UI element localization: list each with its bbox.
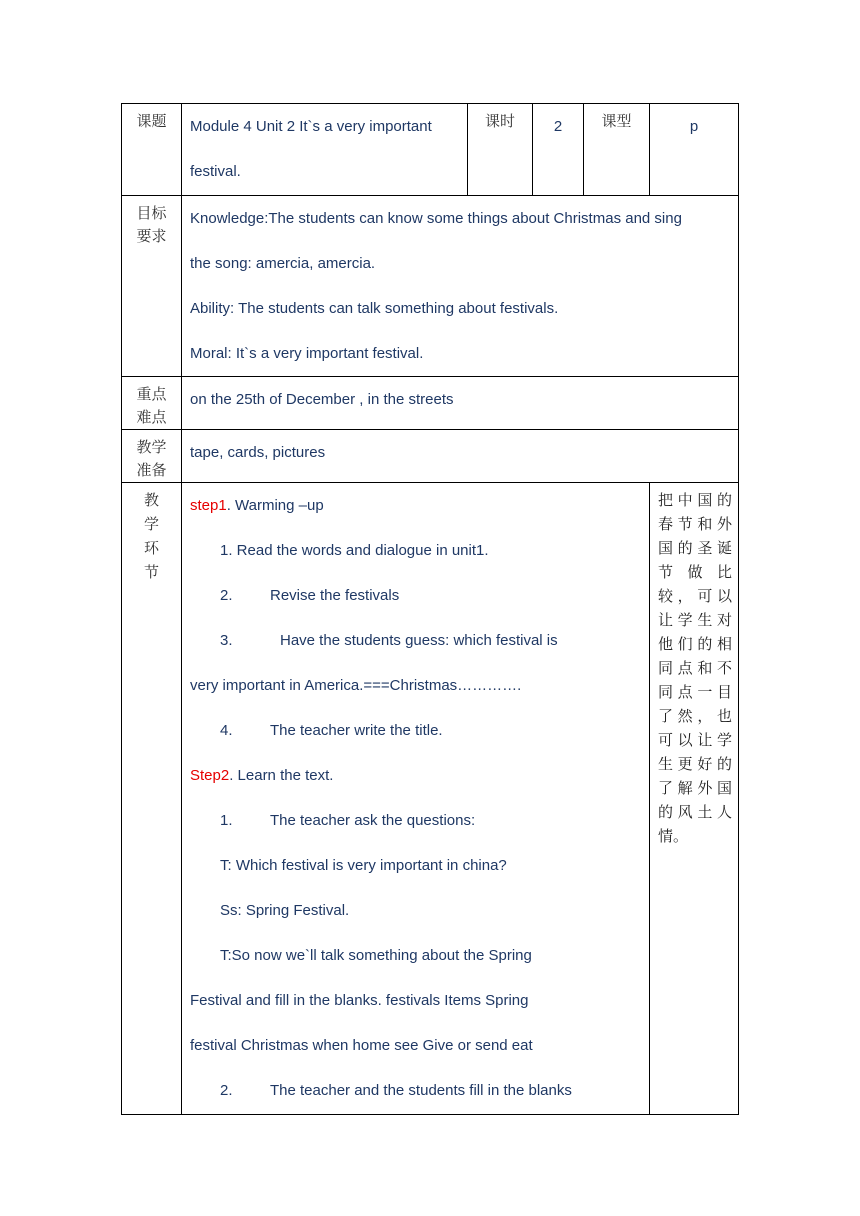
lesson-plan-table bbox=[121, 103, 739, 1115]
preparation-label-line-2: 准备 bbox=[136, 461, 167, 479]
process-label bbox=[122, 483, 182, 1115]
process-content bbox=[182, 483, 650, 1115]
process-label-char-1: 教 bbox=[143, 491, 159, 509]
preparation-label-line-1: 教学 bbox=[136, 438, 167, 456]
step2-title: . Learn the text. bbox=[229, 767, 334, 784]
dialog-line-5: festival Christmas when home see Give or send eat bbox=[190, 1037, 533, 1054]
dialog-line-1: T: Which festival is very important in china? bbox=[220, 857, 507, 874]
ability-text: Ability: The students can talk something about festivals. bbox=[190, 300, 559, 317]
step2-item-1-num: 1. bbox=[220, 812, 233, 829]
step1-item-3-text: Have the students guess: which festival is bbox=[280, 632, 558, 649]
preparation-label bbox=[122, 430, 182, 483]
process-label-char-4: 节 bbox=[143, 563, 159, 581]
topic-cell bbox=[182, 104, 468, 196]
period-label: 课时 bbox=[468, 104, 533, 196]
objectives-label bbox=[122, 196, 182, 377]
knowledge-line-2: the song: amercia, amercia. bbox=[190, 255, 376, 272]
objectives-row bbox=[122, 196, 739, 377]
key-points-label-line-2: 难点 bbox=[136, 408, 167, 426]
header-row bbox=[122, 104, 739, 196]
preparation-row bbox=[122, 430, 739, 483]
type-value: p bbox=[650, 104, 739, 196]
step2-item-2-num: 2. bbox=[220, 1082, 233, 1099]
step2-item-2 bbox=[190, 1068, 643, 1113]
step1-item-2-text: Revise the festivals bbox=[270, 587, 400, 604]
process-label-char-3: 环 bbox=[143, 539, 159, 557]
objectives-cell bbox=[182, 196, 739, 377]
step2-item-1-text: The teacher ask the questions: bbox=[270, 812, 476, 829]
key-points-label bbox=[122, 377, 182, 430]
moral-text: Moral: It`s a very important festival. bbox=[190, 345, 424, 362]
step2-item-1 bbox=[190, 798, 643, 843]
objectives-label-line-2: 要求 bbox=[136, 227, 167, 245]
type-label: 课型 bbox=[584, 104, 650, 196]
process-note: 把中国的春节和外国的圣诞节做比较，可以让学生对他们的相同点和不同点一目了然，也可以让学生更好的了解外国的风土人情。 bbox=[650, 483, 739, 1115]
step1-item-2-num: 2. bbox=[220, 587, 233, 604]
step2-heading bbox=[190, 753, 643, 798]
step1-item-2 bbox=[190, 573, 643, 618]
topic-line-2: festival. bbox=[190, 163, 241, 180]
step2-label: Step2 bbox=[190, 767, 230, 784]
step1-heading bbox=[190, 483, 643, 528]
preparation-value: tape, cards, pictures bbox=[182, 430, 739, 483]
topic-label: 课题 bbox=[122, 104, 182, 196]
step1-item-4 bbox=[190, 708, 643, 753]
step1-label: step1 bbox=[190, 497, 227, 514]
step1-item-4-text: The teacher write the title. bbox=[270, 722, 443, 739]
step1-item-3 bbox=[190, 618, 643, 663]
step2-item-2-text: The teacher and the students fill in the blanks bbox=[270, 1082, 572, 1099]
objectives-label-line-1: 目标 bbox=[136, 204, 167, 222]
period-value: 2 bbox=[533, 104, 584, 196]
process-row bbox=[122, 483, 739, 1115]
process-label-char-2: 学 bbox=[143, 515, 159, 533]
dialog-line-4: Festival and fill in the blanks. festivals Items Spring bbox=[190, 992, 529, 1009]
topic-line-1: Module 4 Unit 2 It`s a very important bbox=[190, 118, 432, 135]
key-points-row bbox=[122, 377, 739, 430]
key-points-value: on the 25th of December , in the streets bbox=[182, 377, 739, 430]
step1-item-3-num: 3. bbox=[220, 632, 233, 649]
step1-item-4-num: 4. bbox=[220, 722, 233, 739]
dialog-line-2: Ss: Spring Festival. bbox=[220, 902, 350, 919]
step1-item-1: 1. Read the words and dialogue in unit1. bbox=[220, 542, 489, 559]
step1-title: . Warming –up bbox=[226, 497, 324, 514]
knowledge-line-1: Knowledge:The students can know some things about Christmas and sing bbox=[190, 210, 682, 227]
key-points-label-line-1: 重点 bbox=[136, 385, 167, 403]
dialog-line-3: T:So now we`ll talk something about the Spring bbox=[220, 947, 532, 964]
step1-item-3-cont: very important in America.===Christmas…………. bbox=[190, 677, 522, 694]
